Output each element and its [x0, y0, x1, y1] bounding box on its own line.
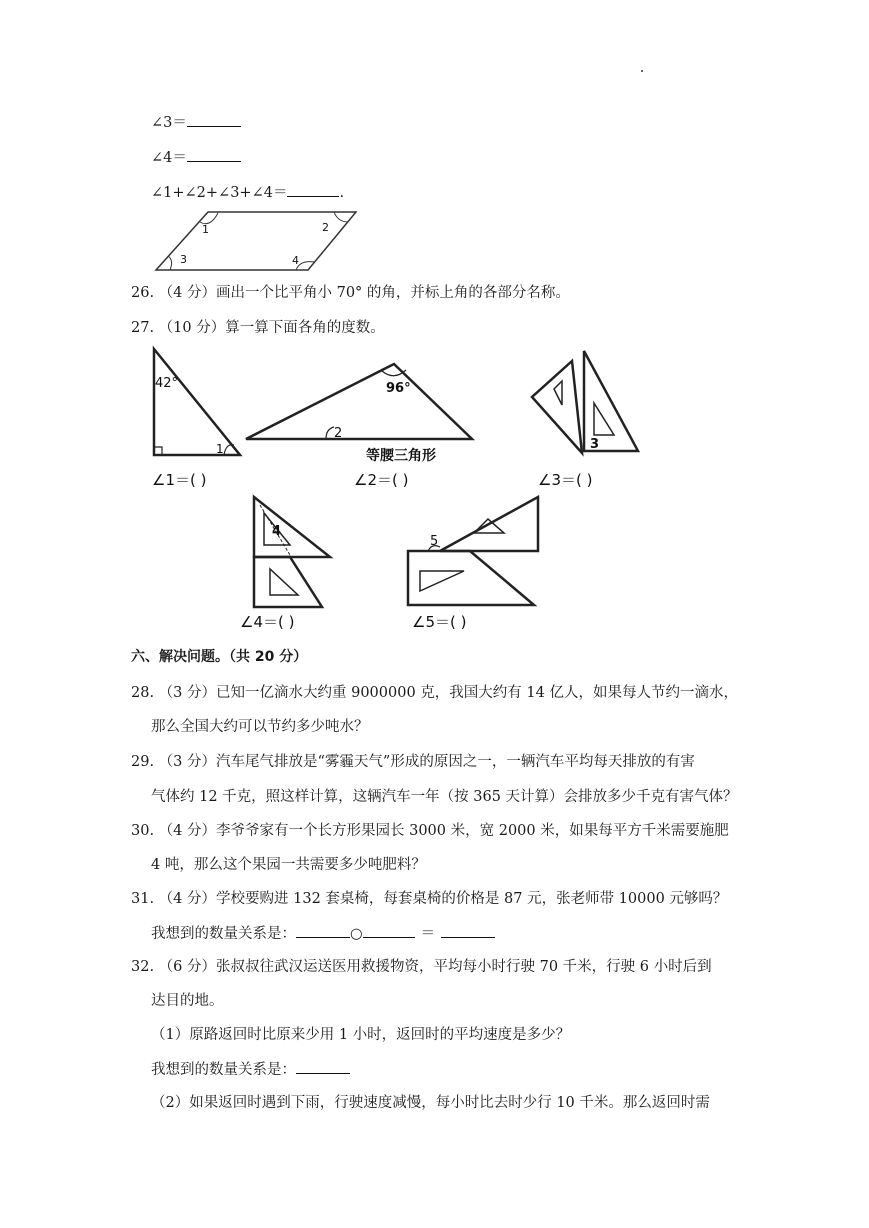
q31-relation-line [151, 923, 495, 944]
q28-line1: 28. （3 分）已知一亿滴水大约重 9000000 克，我国大约有 14 亿人，如果每人节约一滴水， [131, 685, 738, 701]
angle4-line [151, 147, 241, 168]
fig4-mark: 4 [272, 524, 282, 539]
angle1-mark: 1 [202, 223, 209, 236]
fig4-answer: ∠4＝( ) [240, 613, 295, 631]
fig1-angle-label: 42° [155, 376, 179, 391]
angle2-arc [334, 212, 348, 222]
page-dot [641, 70, 643, 72]
q32-relation-line [151, 1059, 350, 1080]
fig3-mark: 3 [590, 437, 600, 452]
fig2-mark: 2 [334, 426, 343, 441]
q30-line1: 30. （4 分）李爷爷家有一个长方形果园长 3000 米，宽 2000 米，如果每平方千米需要施肥 [131, 823, 729, 839]
q30-line2: 4 吨，那么这个果园一共需要多少吨肥料？ [151, 857, 426, 873]
q32-line2: 达目的地。 [151, 993, 224, 1009]
angle4-mark: 4 [292, 254, 299, 267]
q31-blank-3[interactable] [441, 923, 495, 938]
fig5-mark: 5 [430, 534, 439, 549]
figure-3-set-squares [532, 351, 638, 453]
q27-text: 27. （10 分）算一算下面各角的度数。 [131, 320, 385, 336]
q31-circle: ○ [350, 926, 363, 942]
angle3-arc [168, 256, 172, 270]
q29-line1: 29. （3 分）汽车尾气排放是“雾霾天气”形成的原因之一，一辆汽车平均每天排放的有害 [131, 754, 695, 770]
q32-sub2: （2）如果返回时遇到下雨，行驶速度减慢，每小时比去时少行 10 千米。那么返回时需 [151, 1095, 710, 1111]
angle4-blank[interactable] [187, 147, 241, 162]
q32-blank[interactable] [296, 1059, 350, 1074]
angle-sum-period: . [339, 185, 345, 201]
q29-line2: 气体约 12 千克，照这样计算，这辆汽车一年（按 365 天计算）会排放多少千克有害气体？ [151, 789, 738, 805]
fig5-answer: ∠5＝( ) [412, 613, 467, 631]
angle4-label: ∠4＝ [151, 150, 187, 166]
fig3-answer: ∠3＝( ) [538, 471, 593, 489]
parallelogram-figure [150, 208, 362, 276]
angle-sum-label: ∠1+∠2+∠3+∠4＝ [151, 185, 288, 201]
figure-4-set-squares [254, 497, 330, 607]
angle-sum-line [151, 182, 344, 203]
fig1-mark: 1 [216, 442, 224, 456]
angle-sum-blank[interactable] [287, 182, 339, 197]
angle2-mark: 2 [322, 221, 329, 234]
angle3-mark: 3 [180, 253, 187, 266]
q31-equals: ＝ [420, 926, 436, 942]
figure-2-isosceles-triangle [246, 364, 472, 464]
figure-5-set-squares [408, 497, 538, 605]
angle3-blank[interactable] [187, 112, 241, 127]
q31-line1: 31. （4 分）学校要购进 132 套桌椅，每套桌椅的价格是 87 元，张老师带 10000 元够吗？ [131, 891, 728, 907]
angle-figures [150, 345, 640, 635]
angle3-label: ∠3＝ [151, 115, 187, 131]
q31-blank-2[interactable] [363, 923, 415, 938]
q26-text: 26. （4 分）画出一个比平角小 70° 的角，并标上角的各部分名称。 [131, 285, 570, 301]
angle3-line [151, 112, 241, 133]
q31-blank-1[interactable] [296, 923, 350, 938]
figure-1-right-triangle [154, 349, 240, 456]
fig2-angle-label: 96° [386, 381, 411, 396]
q31-relation-label: 我想到的数量关系是： [151, 926, 296, 942]
q28-line2: 那么全国大约可以节约多少吨水？ [151, 719, 369, 735]
fig1-answer: ∠1＝( ) [152, 471, 207, 489]
fig2-answer: ∠2＝( ) [354, 471, 409, 489]
q32-line1: 32. （6 分）张叔叔往武汉运送医用救援物资，平均每小时行驶 70 千米，行驶 6 小时后到 [131, 959, 712, 975]
section6-title: 六、解决问题。（共 20 分） [131, 649, 308, 665]
q32-sub1: （1）原路返回时比原来少用 1 小时，返回时的平均速度是多少？ [151, 1027, 571, 1043]
fig2-caption: 等腰三角形 [366, 448, 436, 464]
q32-relation-label: 我想到的数量关系是： [151, 1062, 296, 1078]
